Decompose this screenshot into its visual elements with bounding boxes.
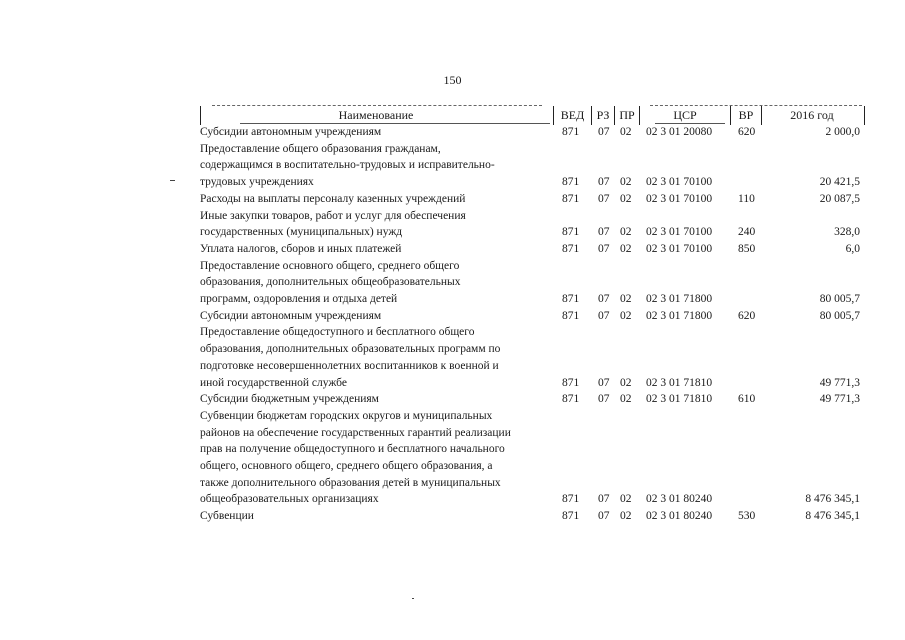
row-csr: 02 3 01 70100 <box>646 242 713 255</box>
header-name: Наименование <box>338 108 414 122</box>
row-amount: 8 476 345,1 <box>805 510 860 523</box>
row-name: Расходы на выплаты персоналу казенных учреждений <box>200 192 466 205</box>
row-rz: 07 <box>598 176 610 189</box>
row-amount: 20 087,5 <box>819 192 860 205</box>
row-amount: 2 000,0 <box>825 126 860 139</box>
row-name: Иные закупки товаров, работ и услуг для обеспечения государственных (муниципальных) нужд <box>200 209 466 239</box>
row-pr: 02 <box>620 226 632 239</box>
row-csr: 02 3 01 80240 <box>646 493 713 506</box>
row-vr: 620 <box>738 126 756 139</box>
row-ved: 871 <box>562 226 580 239</box>
row-pr: 02 <box>620 242 632 255</box>
row-csr: 02 3 01 70100 <box>646 176 713 189</box>
row-amount: 20 421,5 <box>819 176 860 189</box>
row-ved: 871 <box>562 376 580 389</box>
table-row <box>200 208 868 241</box>
row-ved: 871 <box>562 242 580 255</box>
header-pr: ПР <box>619 108 635 122</box>
row-csr: 02 3 01 70100 <box>646 192 713 205</box>
header-border <box>864 106 865 125</box>
row-csr: 02 3 01 71810 <box>646 376 713 389</box>
table-row <box>200 124 868 141</box>
header-ved: ВЕД <box>560 108 585 122</box>
page-number: 150 <box>443 73 462 87</box>
row-csr: 02 3 01 20080 <box>646 126 713 139</box>
row-name: Субвенции <box>200 510 254 523</box>
table-body <box>200 124 868 525</box>
row-name: Субвенции бюджетам городских округов и муниципальных районов на обеспечение государственных гарантий реализации прав на получение общедоступного и бесплатного начального общего, основного общего, среднего общего образования, а также дополнительного образования детей в муниципальных общеобразовательных организациях <box>200 409 511 506</box>
row-rz: 07 <box>598 376 610 389</box>
header-csr: ЦСР <box>673 108 697 122</box>
row-amount: 80 005,7 <box>819 293 860 306</box>
scan-artifact <box>170 180 175 181</box>
row-vr: 610 <box>738 393 756 406</box>
row-ved: 871 <box>562 510 580 523</box>
row-ved: 871 <box>562 126 580 139</box>
header-vr: ВР <box>738 108 754 122</box>
table-row <box>200 141 868 191</box>
row-rz: 07 <box>598 309 610 322</box>
row-pr: 02 <box>620 510 632 523</box>
row-name: Субсидии бюджетным учреждениям <box>200 393 379 406</box>
row-csr: 02 3 01 80240 <box>646 510 713 523</box>
row-vr: 620 <box>738 309 756 322</box>
row-csr: 02 3 01 71810 <box>646 393 713 406</box>
table-row <box>200 191 868 208</box>
row-name: Предоставление общедоступного и бесплатного общего образования, дополнительных образовательных программ по подготовке несовершеннолетних воспитанников к военной и иной государственной службе <box>200 326 501 389</box>
row-amount: 80 005,7 <box>819 309 860 322</box>
row-pr: 02 <box>620 393 632 406</box>
row-pr: 02 <box>620 493 632 506</box>
row-pr: 02 <box>620 293 632 306</box>
row-amount: 328,0 <box>834 226 860 239</box>
row-vr: 110 <box>738 192 755 205</box>
row-csr: 02 3 01 71800 <box>646 293 713 306</box>
scan-artifact <box>412 598 414 599</box>
table-row <box>200 324 868 391</box>
row-name: Предоставление основного общего, среднего общего образования, дополнительных общеобразовательных программ, оздоровления и отдыха детей <box>200 259 461 306</box>
row-amount: 49 771,3 <box>819 393 860 406</box>
row-name: Субсидии автономным учреждениям <box>200 126 382 138</box>
row-ved: 871 <box>562 393 580 406</box>
row-pr: 02 <box>620 376 632 389</box>
header-rz: РЗ <box>596 108 610 122</box>
row-ved: 871 <box>562 293 580 306</box>
row-amount: 8 476 345,1 <box>805 493 860 506</box>
header-amount: 2016 год <box>790 108 834 122</box>
row-rz: 07 <box>598 393 610 406</box>
row-amount: 6,0 <box>845 242 860 255</box>
row-rz: 07 <box>598 510 610 523</box>
table-row <box>200 241 868 258</box>
row-ved: 871 <box>562 176 580 189</box>
row-rz: 07 <box>598 126 610 139</box>
table-row <box>200 391 868 408</box>
row-rz: 07 <box>598 192 610 205</box>
row-ved: 871 <box>562 192 580 205</box>
row-pr: 02 <box>620 309 632 322</box>
row-rz: 07 <box>598 293 610 306</box>
row-rz: 07 <box>598 242 610 255</box>
row-rz: 07 <box>598 493 610 506</box>
table-row <box>200 308 868 325</box>
row-ved: 871 <box>562 493 580 506</box>
row-name: Предоставление общего образования гражданам, содержащимся в воспитательно-трудовых и исправительно- трудовых учреждениях <box>200 142 495 189</box>
row-ved: 871 <box>562 309 580 322</box>
row-name: Уплата налогов, сборов и иных платежей <box>200 242 402 255</box>
row-pr: 02 <box>620 192 632 205</box>
table-row <box>200 508 868 525</box>
row-pr: 02 <box>620 126 632 139</box>
row-vr: 850 <box>738 242 756 255</box>
row-amount: 49 771,3 <box>819 376 860 389</box>
budget-table <box>200 104 868 525</box>
row-rz: 07 <box>598 226 610 239</box>
table-header <box>200 104 868 124</box>
row-name: Субсидии автономным учреждениям <box>200 309 382 322</box>
row-csr: 02 3 01 70100 <box>646 226 713 239</box>
table-row <box>200 258 868 308</box>
row-csr: 02 3 01 71800 <box>646 309 713 322</box>
table-row <box>200 408 868 508</box>
row-vr: 530 <box>738 510 756 523</box>
row-vr: 240 <box>738 226 756 239</box>
row-pr: 02 <box>620 176 632 189</box>
